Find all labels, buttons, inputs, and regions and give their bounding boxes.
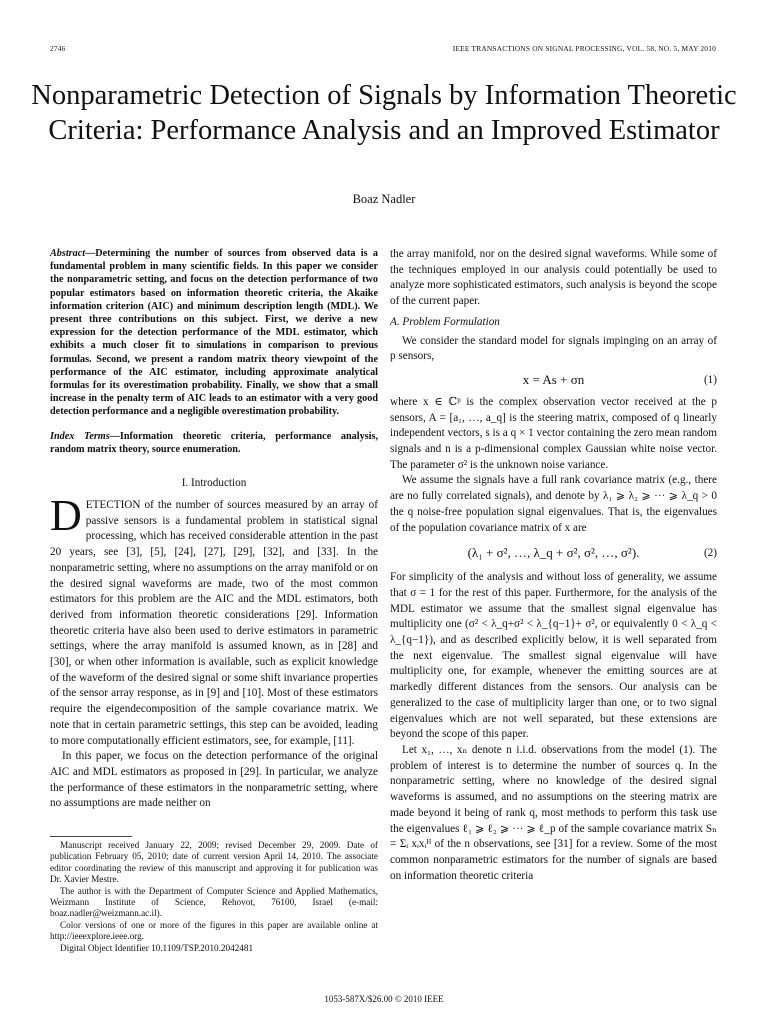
model-paragraph: We consider the standard model for signals impinging on an array of p sensors, [390, 334, 717, 363]
page-number: 2746 [50, 44, 66, 53]
equation-2-number: (2) [703, 547, 717, 560]
journal-header: IEEE TRANSACTIONS ON SIGNAL PROCESSING, VOL. 58, NO. 5, MAY 2010 [452, 44, 716, 53]
paper-title: Nonparametric Detection of Signals by Information Theoretic Criteria: Performance Analysis and an Improved Estimator [31, 80, 737, 146]
observations-paragraph: Let x₁, …, xₙ denote n i.i.d. observations from the model (1). The problem of interest is to determine the number of sources q. In the nonparametric setting, where no knowledge of the desired signal waveforms is assumed, and no assumptions on the steering matrix are made beyond it being of rank q, most methods to perform this task use the eigenvalues ℓ₁ ⩾ ℓ₂ ⩾ ··· ⩾ ℓ_p of the sample covariance matrix Sₙ = Σᵢ xᵢxᵢᴴ of the n observations, see [31] for a review. Some of the most common nonparametric estimators for the number of signals are based on information theoretic criteria [390, 743, 717, 882]
subsection-heading: A. Problem Formulation [390, 315, 500, 328]
footnotes [50, 840, 378, 954]
covariance-paragraph: We assume the signals have a full rank covariance matrix (e.g., there are no fully correlated signals), and denote by λ₁ ⩾ λ₂ ⩾ ··· ⩾ λ_q > 0 the q noise-free population signal eigenvalues. That is, the eigenvalues of the population covariance matrix of x are [390, 474, 717, 534]
footnote-1: Manuscript received January 22, 2009; revised December 29, 2009. Date of publication February 05, 2010; date of current version April 14, 2010. The associate editor coordinating the review of this manuscript and approving it for publication was Dr. Xavier Mestre. [50, 840, 378, 885]
introduction-body [50, 491, 378, 812]
continuation-paragraph: the array manifold, nor on the desired signal waveforms. While some of the techniques employed in our analysis could potentially be used to analyze more sophisticated estimators, such analysis is beyond the scope of the current paper. [390, 248, 717, 308]
abstract-text: —Determining the number of sources from observed data is a fundamental problem in many scientific fields. In this paper we consider the nonparametric setting, and focus on the detection performance of two popular estimators based on information theoretic criteria, the Akaike information criterion (AIC) and minimum description length (MDL). We present three contributions on this subject. First, we derive a new expression for the detection performance of the MDL estimator, which exhibits a much closer fit to simulations in comparison to previous formulas. Second, we present a random matrix theory viewpoint of the performance of the AIC estimator, including approximate analytical formulas for its overestimation probability. Finally, we show that a small increase in the penalty term of AIC leads to an estimator with a very good detection performance and a negligible overestimation probability. [50, 248, 378, 418]
equation-1 [390, 365, 717, 395]
section-heading: I. Introduction [181, 477, 247, 489]
footnote-4: Digital Object Identifier 10.1109/TSP.2010.2042481 [60, 942, 254, 953]
intro-paragraph-2: In this paper, we focus on the detection performance of the original AIC and MDL estimators as proposed in [29]. In particular, we analyze the performance of these estimators in the nonparametric setting, where no assumptions are made neither on [50, 750, 378, 810]
index-terms-label: Index Terms [50, 431, 110, 442]
footnote-rule [50, 836, 132, 837]
definitions-paragraph: where x ∈ ℂᵖ is the complex observation vector received at the p sensors, A = [a₁, …, a_q] is the steering matrix, composed of q linearly independent vectors, s is a q × 1 vector containing the zero mean random signals and n is a p-dimensional complex Gaussian white noise vector. The parameter σ² is the unknown noise variance. [390, 395, 717, 471]
equation-1-body: x = As + σn [522, 371, 585, 387]
intro-paragraph-1-text: ETECTION of the number of sources measured by an array of passive sensors is a fundamental problem in statistical signal processing, which has received considerable attention in the past 20 years, see [3], [5], [24], [27], [29], [32], and [33]. In the nonparametric setting, where no assumptions on the array manifold or on the desired signal waveforms are made, two of the most common estimators for this problem are the AIC and the MDL estimators, both derived from information theoretic considerations [29]. Information theoretic criteria have also been used to derive estimators in parametric settings, where the array manifold is assumed known, as in [28] and [30], or when other information is available, such as explicit knowledge of the waveform of the desired signal or some shift invariance properties of the sensor array response, as in [9] and [10]. Most of these estimators require the eigendecomposition of the sample covariance matrix. We note that in certain parametric settings, this step can be avoided, leading to more computationally efficient estimators, see, for example, [11]. [50, 499, 378, 747]
equation-2-body: (λ₁ + σ², …, λ_q + σ², σ², …, σ²). [467, 545, 640, 561]
assumptions-paragraph: For simplicity of the analysis and without loss of generality, we assume that σ = 1 for the rest of this paper. Furthermore, for the analysis of the MDL estimator we assume that the smallest signal eigenvalue has multiplicity one (σ² < λ_q+σ² < λ_{q−1}+ σ², or equivalently 0 < λ_q < λ_{q−1}), and as described explicitly below, it is well separated from the next eigenvalue. The smallest signal eigenvalue will have multiplicity one, for example, whenever the emitting sources are at markedly different distances from the sensors. Our analysis can be generalized to the case of multiplicity larger than one, or to two signal eigenvalues which are not well separated, but these extensions are beyond the scope of this paper. [390, 571, 717, 741]
equation-2 [390, 536, 717, 570]
index-terms [50, 430, 378, 456]
equation-1-number: (1) [703, 373, 717, 386]
index-terms-text: —Information theoretic criteria, performance analysis, random matrix theory, source enumeration. [50, 431, 378, 456]
abstract-label: Abstract [50, 248, 86, 259]
footnote-2: The author is with the Department of Computer Science and Applied Mathematics, Weizmann Institute of Science, Rehovot, 76100, Israel (e-mail: boaz.nadler@weizmann.ac.il). [50, 885, 378, 919]
copyright-footer: 1053-587X/$26.00 © 2010 IEEE [324, 994, 444, 1004]
footnote-3: Color versions of one or more of the figures in this paper are available online at http://ieeexplore.ieee.org. [50, 919, 378, 942]
drop-cap: D [50, 491, 82, 540]
intro-paragraph-1 [50, 491, 378, 749]
author: Boaz Nadler [352, 192, 416, 206]
right-column [390, 247, 717, 884]
abstract [50, 247, 378, 419]
